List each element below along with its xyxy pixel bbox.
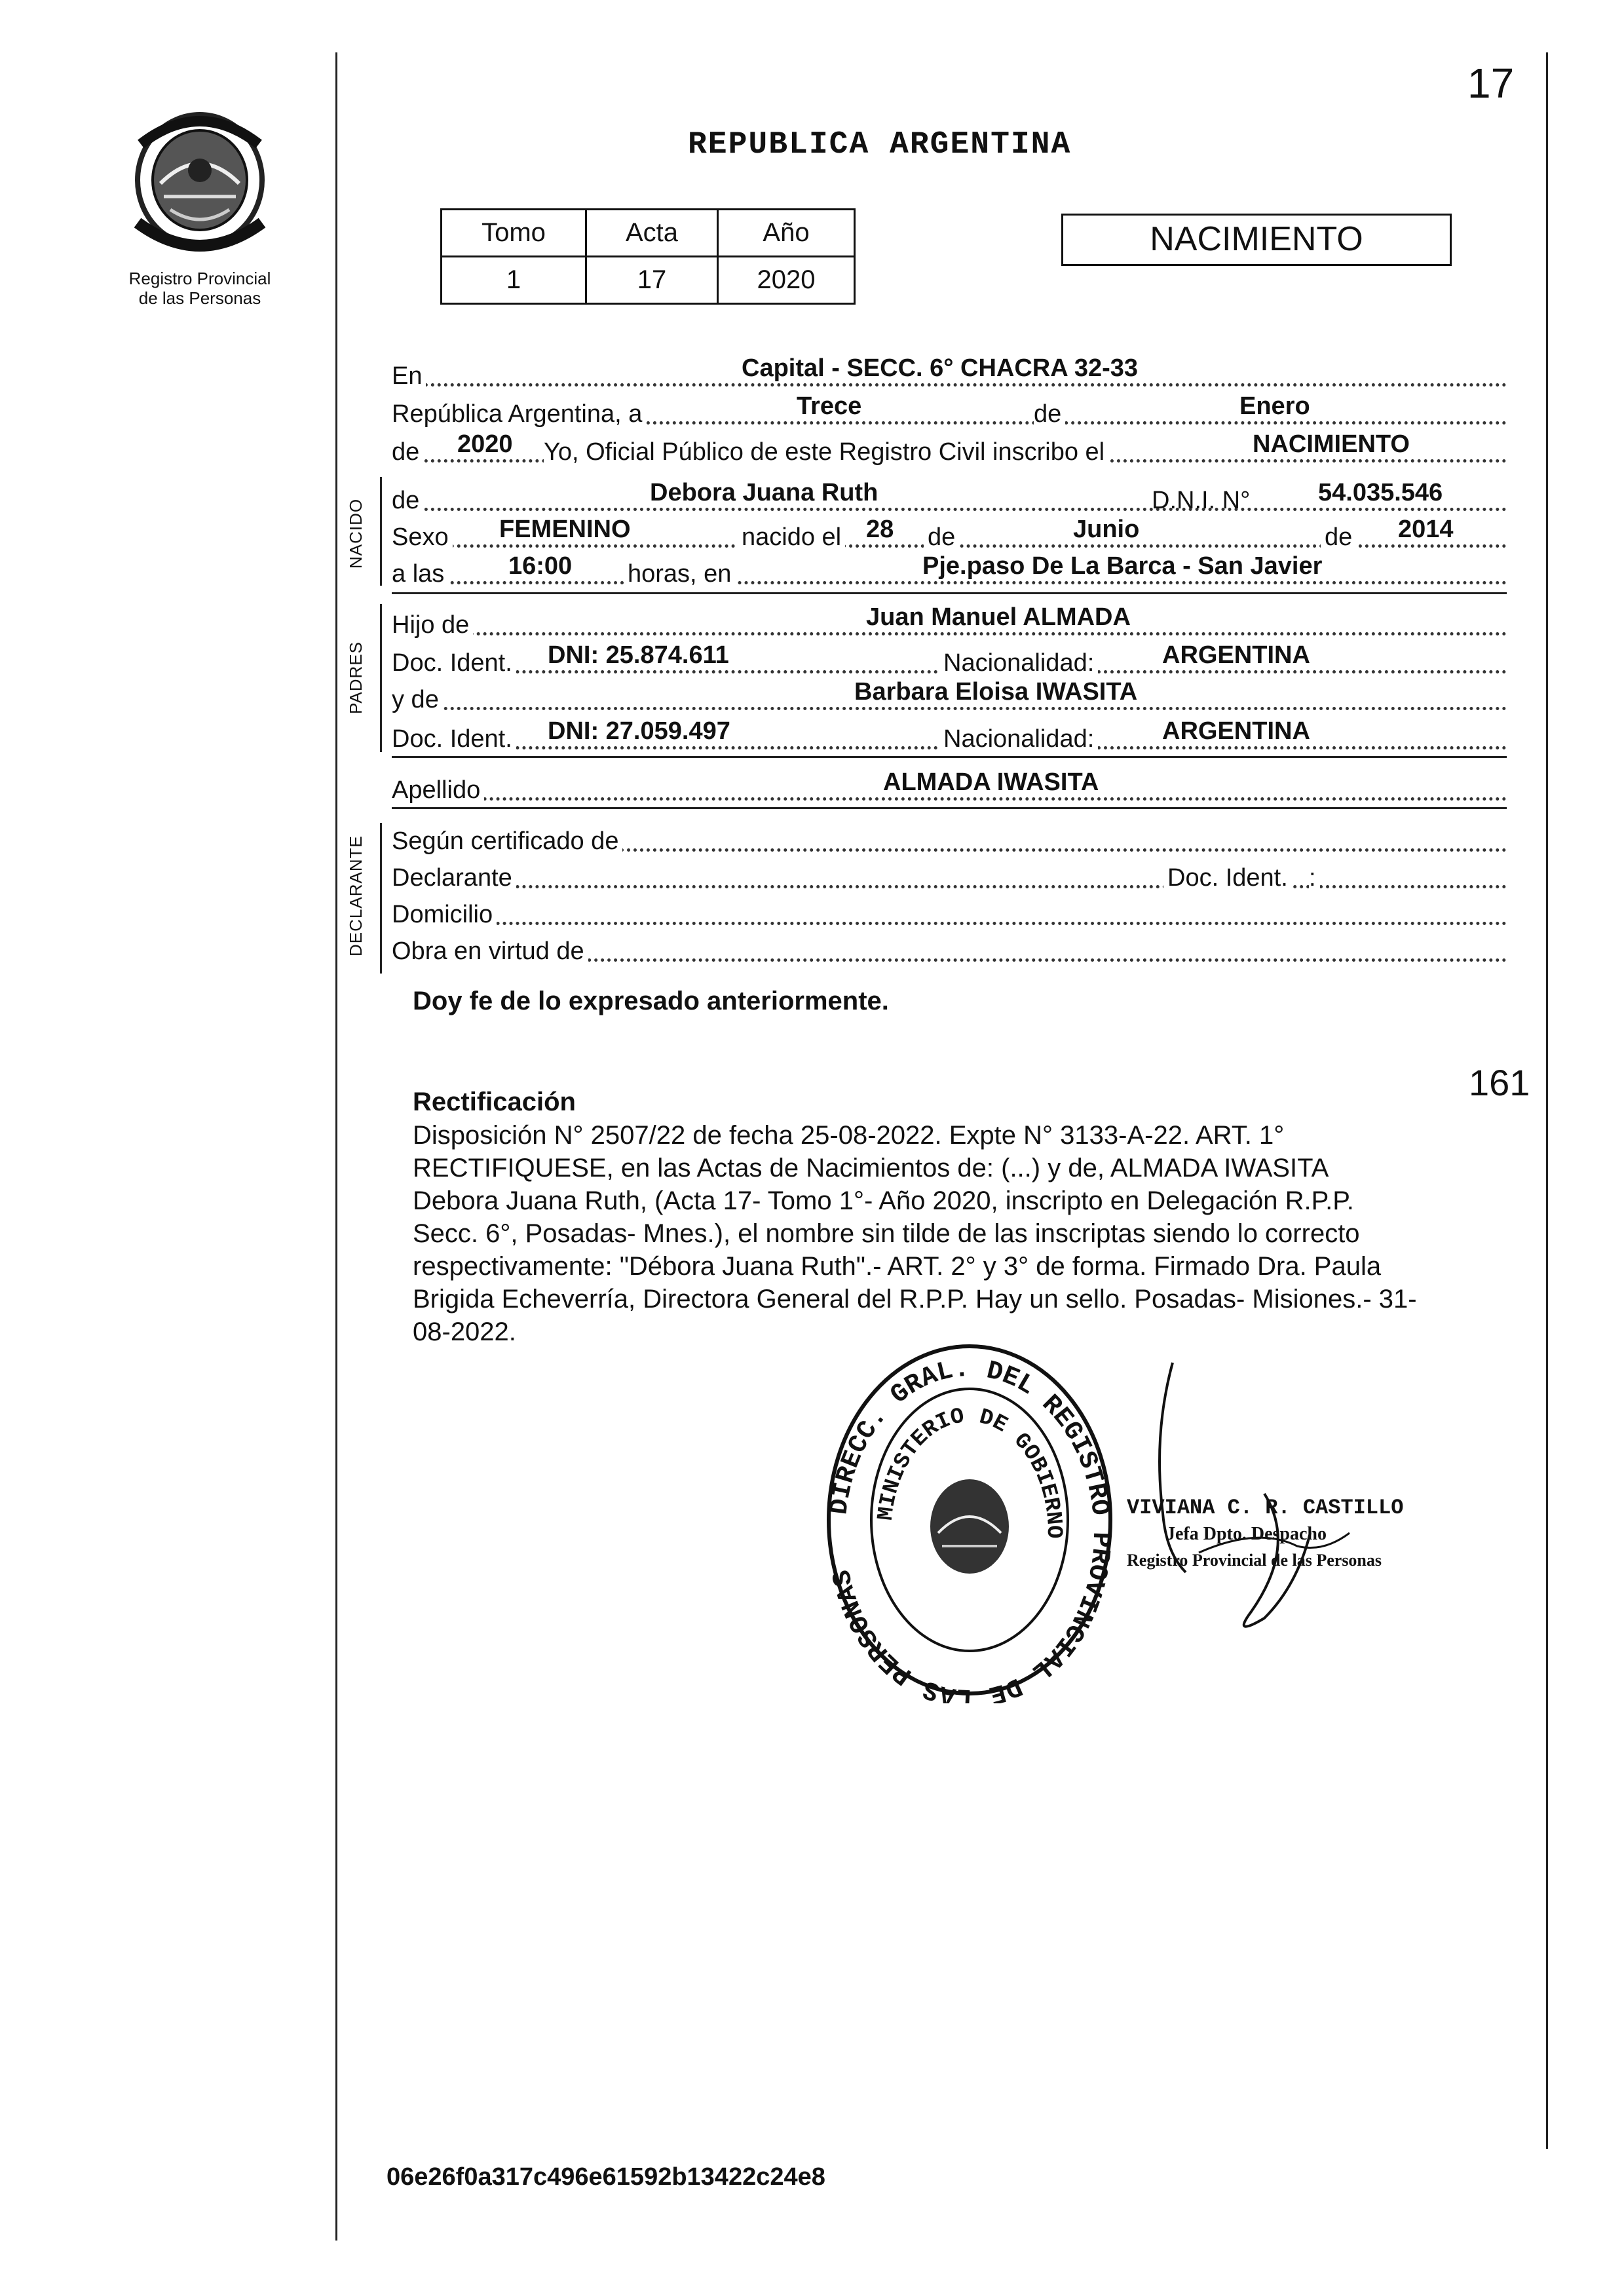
born-dni-label: D.N.I. N° bbox=[1152, 487, 1251, 514]
father-doc-label: Doc. Ident. bbox=[392, 649, 516, 677]
registry-label bbox=[98, 269, 301, 308]
father-row bbox=[392, 603, 1507, 639]
father-nat: ARGENTINA bbox=[1160, 641, 1313, 670]
by-virtue-label: Obra en virtud de bbox=[392, 937, 588, 966]
father-name: Juan Manuel ALMADA bbox=[863, 603, 1133, 632]
mother-nat: ARGENTINA bbox=[1160, 717, 1313, 746]
cert-row bbox=[392, 819, 1507, 856]
surname-row bbox=[392, 768, 1507, 804]
inscription-row bbox=[392, 430, 1507, 466]
father-nat-label: Nacionalidad: bbox=[939, 649, 1098, 677]
rectification-line-7: 08-2022. bbox=[413, 1317, 516, 1346]
date-month: Enero bbox=[1237, 392, 1313, 421]
dotted-leader bbox=[392, 383, 1507, 387]
official-seal bbox=[819, 1336, 1120, 1703]
born-day: 28 bbox=[863, 516, 896, 544]
seal-inner-text: MINISTERIO DE GOBIERNO bbox=[873, 1403, 1067, 1539]
value-acta: 17 bbox=[586, 257, 717, 304]
section-bar-born bbox=[380, 477, 382, 586]
date-year: 2020 bbox=[455, 430, 516, 459]
section-label-parents: PADRES bbox=[346, 641, 366, 714]
inscription-type: NACIMIENTO bbox=[1250, 430, 1412, 459]
and-of-label: y de bbox=[392, 686, 443, 714]
header-anio: Año bbox=[717, 210, 854, 257]
stamp-office: Registro Provincial de las Personas bbox=[1127, 1551, 1382, 1570]
cert-label: Según certificado de bbox=[392, 827, 622, 856]
rectification-line-3: Debora Juana Ruth, (Acta 17- Tomo 1°- Año 2020, inscripto en Delegación R.P.P. bbox=[413, 1186, 1354, 1215]
rectification-line-1: Disposición N° 2507/22 de fecha 25-08-2022. Expte N° 3133-A-22. ART. 1° bbox=[413, 1121, 1285, 1150]
place-row bbox=[392, 354, 1507, 390]
born-dni: 54.035.546 bbox=[1315, 479, 1445, 507]
declarant-doc-label: Doc. Ident. bbox=[1163, 864, 1292, 892]
header-tomo: Tomo bbox=[442, 210, 586, 257]
place-value: Capital - SECC. 6° CHACRA 32-33 bbox=[739, 354, 1141, 383]
rectification-line-4: Secc. 6°, Posadas- Mnes.), el nombre sin tilde de las inscriptas siendo lo correcto bbox=[413, 1219, 1360, 1248]
registry-label-line2: de las Personas bbox=[138, 288, 261, 308]
born-time-suffix: horas, en bbox=[624, 560, 735, 588]
place-label: En bbox=[392, 362, 426, 390]
mother-doc-label: Doc. Ident. bbox=[392, 725, 516, 753]
inscription-text: Yo, Oficial Público de este Registro Civil inscribo el bbox=[544, 438, 1108, 466]
mother-nat-label: Nacionalidad: bbox=[939, 725, 1098, 753]
born-de2: de bbox=[1321, 523, 1356, 552]
margin-number: 161 bbox=[1469, 1062, 1530, 1103]
dotted-leader bbox=[392, 885, 1507, 888]
dotted-leader bbox=[392, 797, 1507, 801]
born-sex-label: Sexo bbox=[392, 523, 453, 552]
value-anio: 2020 bbox=[717, 257, 854, 304]
father-doc-row bbox=[392, 641, 1507, 677]
born-sex-row bbox=[392, 515, 1507, 552]
by-virtue-row bbox=[392, 929, 1507, 966]
rectification-line-2: RECTIFIQUESE, en las Actas de Nacimientos de: (...) y de, ALMADA IWASITA bbox=[413, 1154, 1329, 1182]
stamp-role: Jefa Dpto. Despacho bbox=[1166, 1524, 1327, 1544]
stamp-name: VIVIANA C. R. CASTILLO bbox=[1127, 1496, 1404, 1520]
province-logo bbox=[124, 105, 275, 262]
dotted-leader bbox=[392, 632, 1507, 635]
document-title: REPUBLICA ARGENTINA bbox=[688, 127, 1072, 162]
born-time: 16:00 bbox=[506, 552, 575, 580]
registry-label-line1: Registro Provincial bbox=[128, 269, 271, 288]
dotted-leader bbox=[392, 922, 1507, 925]
born-name-row bbox=[392, 478, 1507, 515]
address-row bbox=[392, 892, 1507, 929]
born-name-label: de bbox=[392, 487, 423, 515]
date-row bbox=[392, 392, 1507, 428]
dotted-leader bbox=[392, 581, 1507, 584]
left-margin-rule bbox=[335, 52, 337, 2241]
attestation: Doy fe de lo expresado anteriormente. bbox=[413, 987, 889, 1015]
rectification-heading: Rectificación bbox=[413, 1088, 576, 1116]
section-bar-parents bbox=[380, 604, 382, 752]
page-number: 17 bbox=[1467, 60, 1515, 107]
date-day: Trece bbox=[794, 392, 864, 421]
surname-label: Apellido bbox=[392, 776, 484, 804]
rectification-line-6: Brigida Echeverría, Directora General del R.P.P. Hay un sello. Posadas- Misiones.- 31- bbox=[413, 1285, 1417, 1314]
declarant-label: Declarante bbox=[392, 864, 516, 892]
declarant-row bbox=[392, 856, 1507, 892]
date-prefix: República Argentina, a bbox=[392, 400, 646, 428]
signature-stamp bbox=[1127, 1495, 1403, 1574]
born-time-row bbox=[392, 552, 1507, 588]
mother-doc: DNI: 27.059.497 bbox=[545, 717, 733, 746]
right-margin-rule bbox=[1546, 52, 1548, 2149]
mother-name: Barbara Eloisa IWASITA bbox=[852, 678, 1140, 706]
dotted-leader bbox=[392, 508, 1507, 511]
born-sex: FEMENINO bbox=[497, 516, 633, 544]
section-label-declarant: DECLARANTE bbox=[346, 835, 366, 956]
year-prefix: de bbox=[392, 438, 423, 466]
born-date-label: nacido el bbox=[738, 523, 845, 552]
document-hash: 06e26f0a317c496e61592b13422c24e8 bbox=[387, 2163, 825, 2191]
rectification-line-5: respectivamente: "Débora Juana Ruth".- ART. 2° y 3° de forma. Firmado Dra. Paula bbox=[413, 1252, 1382, 1281]
child-of-label: Hijo de bbox=[392, 611, 473, 639]
born-time-prefix: a las bbox=[392, 560, 448, 588]
divider-parents bbox=[392, 756, 1507, 758]
father-doc: DNI: 25.874.611 bbox=[545, 641, 732, 670]
born-place: Pje.paso De La Barca - San Javier bbox=[920, 552, 1325, 580]
mother-row bbox=[392, 677, 1507, 714]
date-de-label: de bbox=[1034, 400, 1065, 428]
value-tomo: 1 bbox=[442, 257, 586, 304]
surname-value: ALMADA IWASITA bbox=[880, 768, 1101, 797]
born-year: 2014 bbox=[1395, 516, 1456, 544]
address-label: Domicilio bbox=[392, 901, 497, 929]
act-type-box: NACIMIENTO bbox=[1061, 214, 1452, 266]
born-name: Debora Juana Ruth bbox=[647, 479, 880, 507]
rectification-body bbox=[413, 1119, 1500, 1348]
born-de1: de bbox=[924, 523, 959, 552]
header-acta: Acta bbox=[586, 210, 717, 257]
declarant-doc-value: : bbox=[1309, 864, 1320, 892]
mother-doc-row bbox=[392, 717, 1507, 753]
divider-surname bbox=[392, 807, 1507, 809]
divider-born bbox=[392, 592, 1507, 594]
section-bar-declarant bbox=[380, 823, 382, 974]
seal-outer-text: DIRECC. GRAL. DEL REGISTRO PROVINCIAL DE LAS PERSONAS bbox=[825, 1354, 1116, 1703]
born-month: Junio bbox=[1070, 516, 1142, 544]
section-label-born: NACIDO bbox=[346, 498, 366, 569]
register-table bbox=[440, 208, 856, 305]
dotted-leader bbox=[392, 707, 1507, 710]
